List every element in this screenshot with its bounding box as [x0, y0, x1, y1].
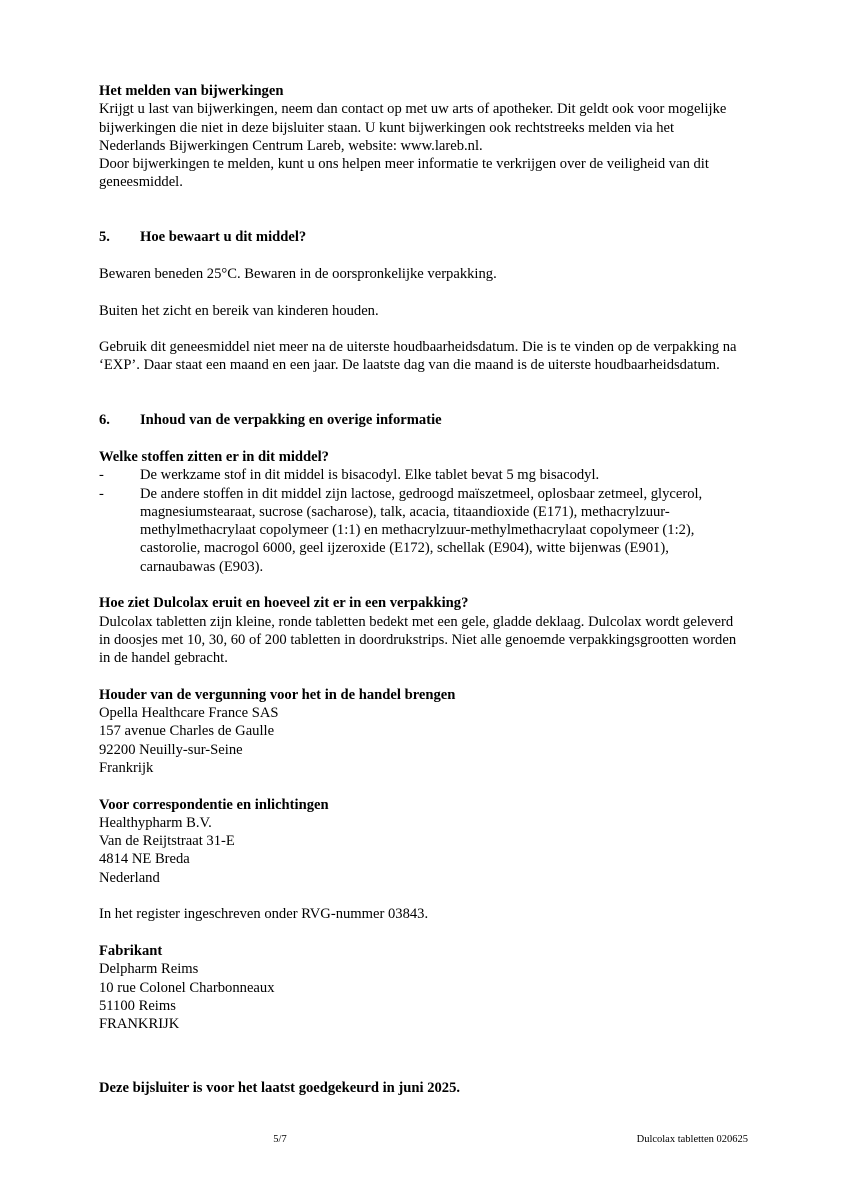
section-6-heading [99, 411, 741, 429]
spacer [99, 576, 741, 594]
correspondence-address-line: 4814 NE Breda [99, 851, 190, 868]
manufacturer-heading: Fabrikant [99, 942, 163, 959]
mah-address-line: 92200 Neuilly-sur-Seine [99, 741, 243, 758]
approval-statement: Deze bijsluiter is voor het laatst goedgekeurd in juni 2025. [99, 1080, 461, 1097]
spacer [99, 393, 741, 411]
spacer [99, 192, 741, 210]
mah-address-line: Frankrijk [99, 759, 154, 776]
manufacturer-address-line: 51100 Reims [99, 997, 176, 1014]
spacer [99, 210, 741, 228]
storage-paragraph-3: Gebruik dit geneesmiddel niet meer na de uiterste houdbaarheidsdatum. Die is te vinden op de verpakking na ‘EXP’. Daar staat een maand en een jaar. De laatste dag van die maand is de uiterste houdbaarheidsdatum. [99, 339, 737, 374]
manufacturer-address-line: FRANKRIJK [99, 1016, 180, 1033]
reporting-heading: Het melden van bijwerkingen [99, 83, 284, 99]
mah-address-line: 157 avenue Charles de Gaulle [99, 723, 275, 740]
appearance-paragraph: Dulcolax tabletten zijn kleine, ronde tabletten bedekt met een gele, gladde deklaag. Dulcolax wordt geleverd in doosjes met 10, 30, 60 of 200 tabletten in doordrukstrips. Niet alle genoemde verpakkingsgrootten worden in de handel gebracht. [99, 613, 737, 667]
bullet-dash-icon: - [99, 485, 104, 502]
spacer [99, 887, 741, 905]
bullet-dash-icon: - [99, 467, 104, 484]
spacer [99, 1070, 741, 1079]
section-6-number: 6. [99, 412, 110, 429]
mah-address-line: Opella Healthcare France SAS [99, 705, 279, 722]
substances-item [99, 485, 741, 576]
section-6-title: Inhoud van de verpakking en overige informatie [140, 412, 442, 429]
reporting-paragraph-2: Door bijwerkingen te melden, kunt u ons helpen meer informatie te verkrijgen over de veiligheid van dit geneesmiddel. [99, 156, 709, 191]
page-footer [0, 1133, 848, 1153]
mah-heading: Houder van de vergunning voor het in de handel brengen [99, 686, 456, 703]
spacer [99, 247, 741, 265]
substances-item-text: De werkzame stof in dit middel is bisacodyl. Elke tablet bevat 5 mg bisacodyl. [140, 467, 600, 484]
substances-heading: Welke stoffen zitten er in dit middel? [99, 448, 329, 465]
storage-paragraph-1: Bewaren beneden 25°C. Bewaren in de oorspronkelijke verpakking. [99, 265, 497, 282]
spacer [99, 1052, 741, 1070]
section-5-title: Hoe bewaart u dit middel? [140, 229, 307, 246]
section-5-number: 5. [99, 229, 110, 246]
substances-item-text: De andere stoffen in dit middel zijn lactose, gedroogd maïszetmeel, oplosbaar zetmeel, glycerol, magnesiumstearaat, sucrose (sacharose), talk, acacia, titaandioxide (E171), methacrylzuur-methylmethacrylaat copolymeer (1:1) en methacrylzuur-methylmethacrylaat copolymeer (1:2), castorolie, macrogol 6000, geel ijzeroxide (E172), schellak (E904), witte bijenwas (E901), carnaubawas (E903). [140, 485, 703, 575]
document-body [99, 82, 741, 1097]
spacer [99, 283, 741, 301]
spacer [99, 1033, 741, 1051]
spacer [99, 668, 741, 686]
spacer [99, 430, 741, 448]
spacer [99, 375, 741, 393]
correspondence-address-line: Van de Reijtstraat 31-E [99, 833, 235, 850]
substances-item [99, 466, 741, 484]
footer-page-number: 5/7 [273, 1134, 287, 1145]
correspondence-address-line: Healthypharm B.V. [99, 814, 212, 831]
manufacturer-address-line: Delpharm Reims [99, 961, 199, 978]
manufacturer-address-line: 10 rue Colonel Charbonneaux [99, 979, 275, 996]
correspondence-address-line: Nederland [99, 869, 160, 886]
section-5-heading [99, 228, 741, 246]
appearance-heading: Hoe ziet Dulcolax eruit en hoeveel zit er in een verpakking? [99, 595, 469, 612]
spacer [99, 924, 741, 942]
storage-paragraph-2: Buiten het zicht en bereik van kinderen houden. [99, 302, 379, 319]
spacer [99, 777, 741, 795]
correspondence-heading: Voor correspondentie en inlichtingen [99, 796, 329, 813]
registration-paragraph: In het register ingeschreven onder RVG-nummer 03843. [99, 906, 429, 923]
footer-document-reference: Dulcolax tabletten 020625 [636, 1134, 748, 1145]
spacer [99, 320, 741, 338]
reporting-paragraph-1: Krijgt u last van bijwerkingen, neem dan contact op met uw arts of apotheker. Dit geldt ook voor mogelijke bijwerkingen die niet in deze bijsluiter staan. U kunt bijwerkingen ook rechtstreeks melden via het Nederlands Bijwerkingen Centrum Lareb, website: www.lareb.nl. [99, 101, 727, 154]
